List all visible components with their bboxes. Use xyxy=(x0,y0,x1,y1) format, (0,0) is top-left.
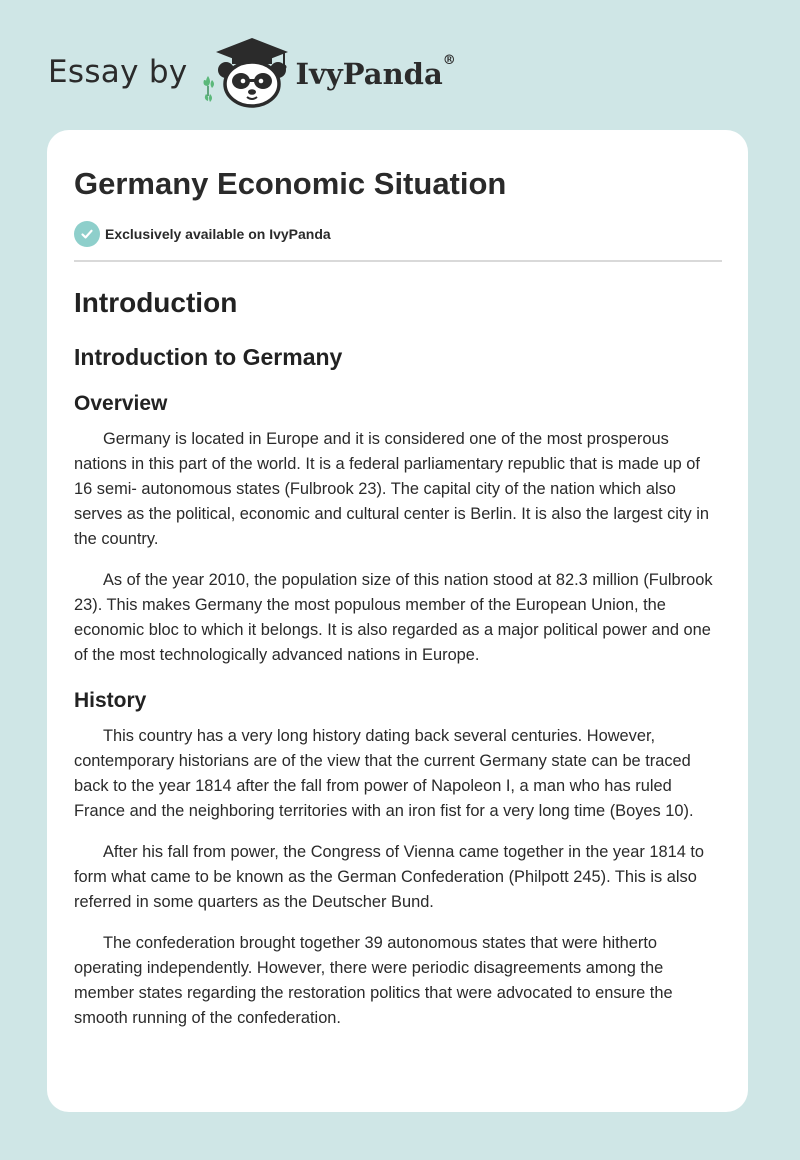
ivypanda-logo-icon[interactable] xyxy=(202,36,294,108)
essay-title: Germany Economic Situation xyxy=(74,166,507,201)
site-header xyxy=(48,36,456,108)
brand-name: IvyPanda® xyxy=(295,53,456,91)
paragraph: The confederation brought together 39 autonomous states that were hitherto operating independently. However, there were periodic disagreements among the member states regarding the restoration politics that were advocated to ensure the smooth running of the confederation. xyxy=(74,934,673,1027)
heading-introduction-to-germany: Introduction to Germany xyxy=(74,344,343,370)
exclusive-badge-text: Exclusively available on IvyPanda xyxy=(105,226,331,242)
exclusive-badge xyxy=(74,221,722,247)
heading-introduction: Introduction xyxy=(74,287,238,318)
check-icon xyxy=(74,221,100,247)
heading-history: History xyxy=(74,689,147,712)
essay-by-label: Essay by xyxy=(48,54,188,90)
essay-card xyxy=(47,130,748,1112)
paragraph: As of the year 2010, the population size of this nation stood at 82.3 million (Fulbrook 23). This makes Germany the most populous member of the European Union, the economic bloc to which it belongs. It is also regarded as a major political power and one of the most technologically advanced nations in Europe. xyxy=(74,571,713,664)
registered-mark: ® xyxy=(442,53,456,68)
title-divider xyxy=(74,260,722,262)
paragraph: This country has a very long history dating back several centuries. However, contemporary historians are of the view that the current Germany state can be traced back to the year 1814 after the fall from power of Napoleon I, a man who has ruled France and the neighboring territories with an iron fist for a very long time (Boyes 10). xyxy=(74,727,694,820)
heading-overview: Overview xyxy=(74,392,168,415)
paragraph: After his fall from power, the Congress of Vienna came together in the year 1814 to form what came to be known as the German Confederation (Philpott 245). This is also referred in some quarters as the Deutscher Bund. xyxy=(74,843,705,911)
paragraph: Germany is located in Europe and it is considered one of the most prosperous nations in this part of the world. It is a federal parliamentary republic that is made up of 16 semi- autonomous states (Fulbrook 23). The capital city of the nation which also serves as the political, economic and cultural center is Berlin. It is also the largest city in the country. xyxy=(74,430,709,548)
